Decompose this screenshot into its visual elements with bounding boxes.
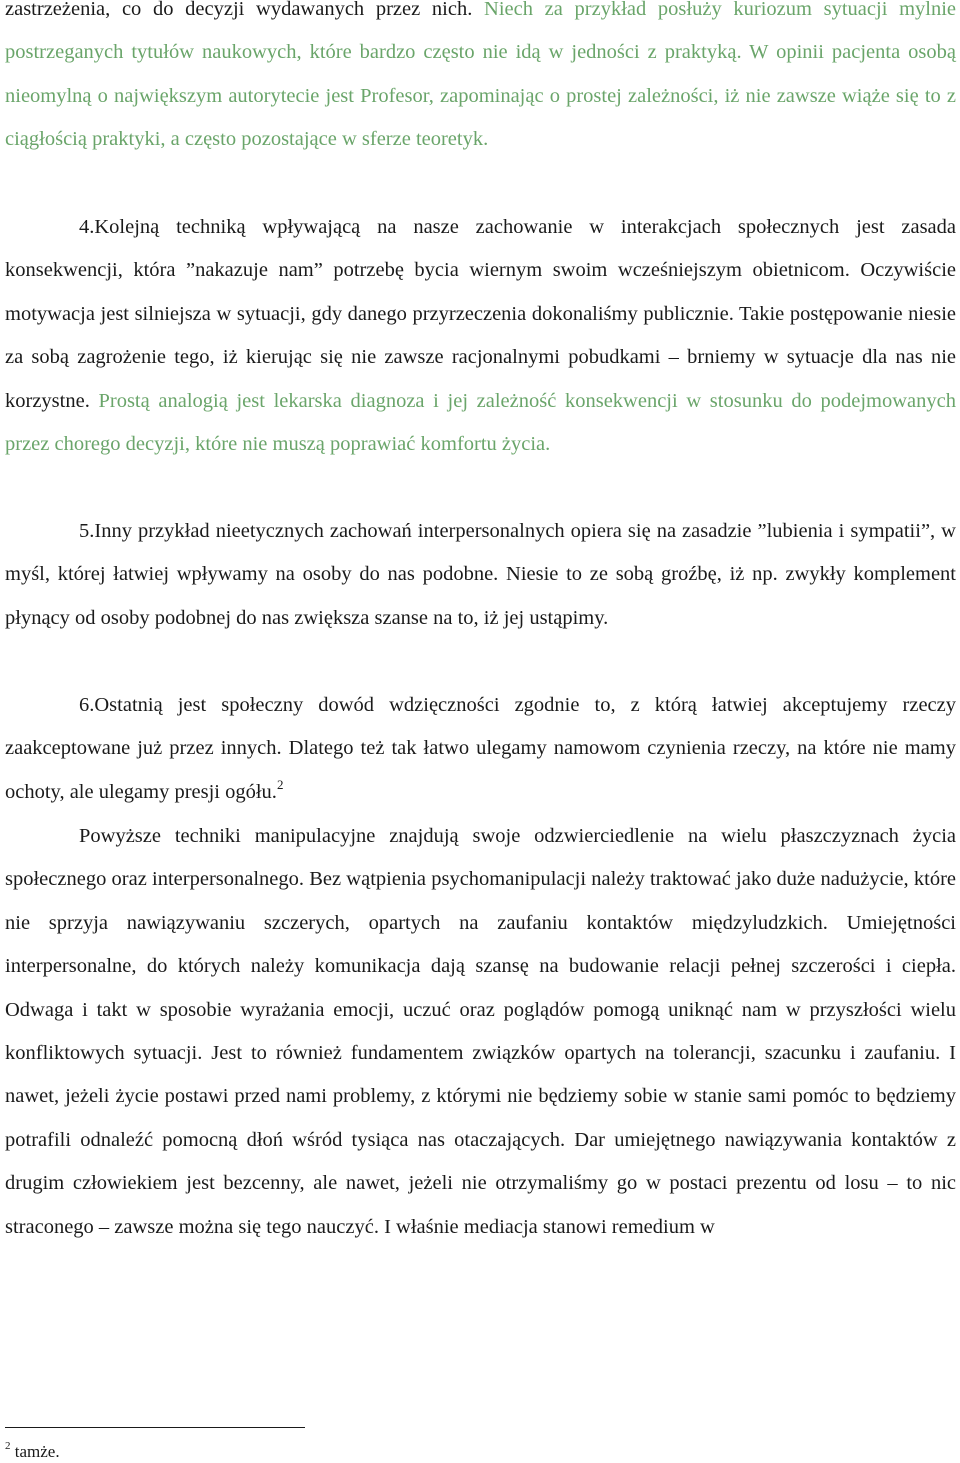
- footnote-separator: [5, 1427, 305, 1428]
- paragraph-authority: [5, 0, 956, 162]
- paragraph-consistency-main: 4.Kolejną techniką wpływającą na nasze zachowanie w interakcjach społecznych jest zasada konsekwencji, która ”nakazuje nam” potrzebę bycia wiernym swoim wcześniejszym obietnicom. Oczywiście motywacja jest silniejsza w sytuacji, gdy danego przyrzeczenia dokonaliśmy publicznie. Takie postępowanie niesie za sobą zagrożenie tego, iż kierując się nie zawsze racjonalnymi pobudkami – brniemy w sytuacje dla nas nie korzystne.: [5, 216, 956, 412]
- paragraph-authority-intro: zastrzeżenia, co do decyzji wydawanych przez nich.: [5, 0, 473, 20]
- paragraph-summary: Powyższe techniki manipulacyjne znajdują swoje odzwierciedlenie na wielu płaszczyznach życia społecznego oraz interpersonalnego. Bez wątpienia psychomanipulacji należy traktować jako duże nadużycie, które nie sprzyja nawiązywaniu szczerych, opartych na zaufaniu kontaktów międzyludzkich. Umiejętności interpersonalne, do których należy komunikacja dają szansę na budowanie relacji pełnej szczerości i ciepła. Odwaga i takt w sposobie wyrażania emocji, uczuć oraz poglądów pomogą uniknąć nam w przyszłości wielu konfliktowych sytuacji. Jest to również fundamentem związków opartych na tolerancji, szacunku i zaufaniu. I nawet, jeżeli życie postawi przed nami problemy, z którymi nie będziemy sobie w stanie sami pomóc to będziemy potrafili odnaleźć pomocną dłoń wśród tysiąca nas otaczających. Dar umiejętnego nawiązywania kontaktów z drugim człowiekiem jest bezcenny, ale nawet, jeżeli nie otrzymaliśmy go w postaci prezentu od losu – to nic straconego – zawsze można się tego nauczyć. I właśnie mediacja stanowi remedium w: [5, 825, 956, 1238]
- footnote-text: tamże.: [10, 1442, 60, 1461]
- paragraph-consistency-highlight: Prostą analogią jest lekarska diagnoza i jej zależność konsekwencji w stosunku do podejmowanych przez chorego decyzji, które nie muszą poprawiać komfortu życia.: [5, 389, 956, 456]
- paragraph-social-proof-text: 6.Ostatnią jest społeczny dowód wdzięczności zgodnie to, z którą łatwiej akceptujemy rzeczy zaakceptowane już przez innych. Dlatego też tak łatwo ulegamy namowom czynienia rzeczy, na które nie mamy ochoty, ale ulegamy presji ogółu.: [5, 694, 956, 803]
- paragraph-social-proof: [5, 684, 956, 814]
- paragraph-authority-highlight: Niech za przykład posłuży kuriozum sytuacji mylnie postrzeganych tytułów naukowych, które bardzo często nie idą w jedności z praktyką. W opinii pacjenta osobą nieomylną o największym autorytecie jest Profesor, zapominając o prostej zależności, iż nie zawsze wiąże się to z ciągłością praktyki, a często pozostające w sferze teoretyk.: [5, 0, 957, 151]
- footnote-number: 2: [5, 1440, 11, 1452]
- paragraph-consistency: [5, 206, 956, 466]
- footnote-reference[interactable]: 2: [276, 776, 284, 792]
- footnote: [5, 1441, 60, 1463]
- paragraph-liking: 5.Inny przykład nieetycznych zachowań interpersonalnych opiera się na zasadzie ”lubienia i sympatii”, w myśl, której łatwiej wpływamy na osoby do nas podobne. Niesie to ze sobą groźbę, iż np. zwykły komplement płynący od osoby podobnej do nas zwiększa szanse na to, iż jej ustąpimy.: [5, 520, 956, 629]
